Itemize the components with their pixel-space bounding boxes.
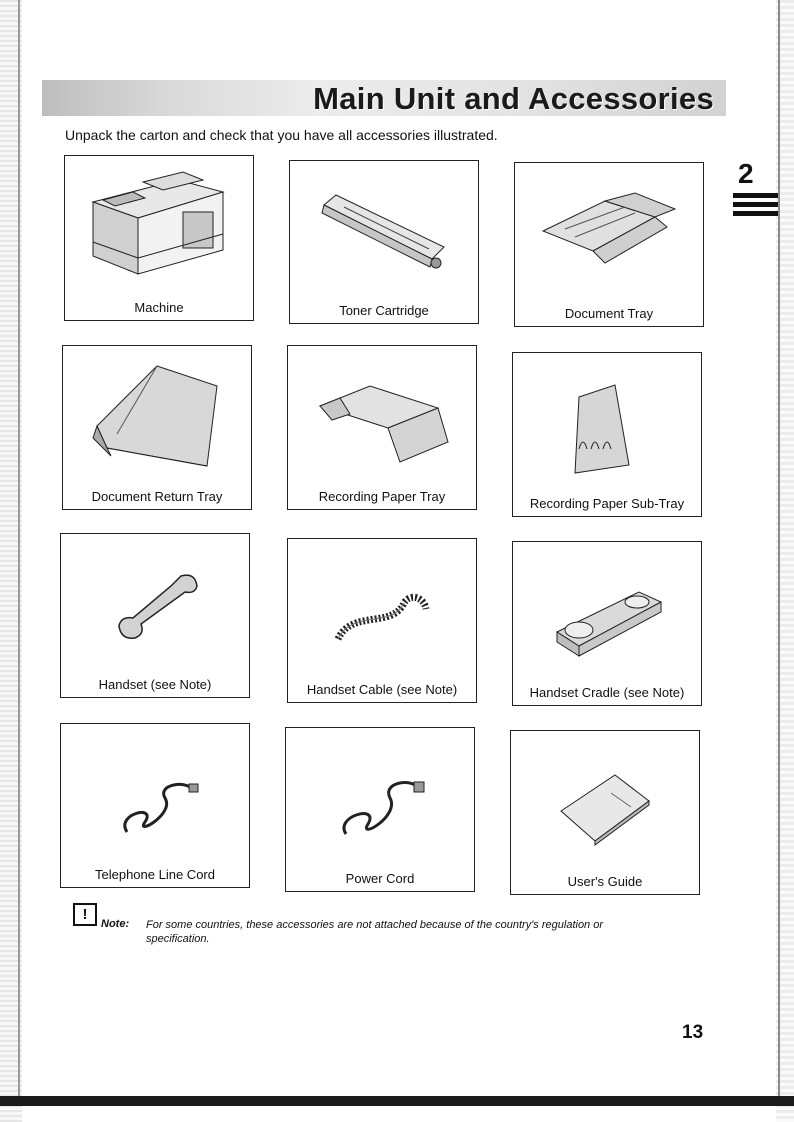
note-label: Note: [101, 918, 130, 930]
chapter-bar [733, 202, 778, 207]
item-label: Handset Cradle (see Note) [529, 685, 685, 700]
document-return-tray-icon [87, 356, 227, 476]
item-label: Recording Paper Tray [318, 489, 446, 504]
handset-cradle-icon [549, 582, 669, 662]
bottom-rule [0, 1096, 794, 1106]
item-label: Telephone Line Cord [95, 867, 215, 882]
item-recording-paper-sub-tray [512, 352, 702, 517]
power-cord-icon [338, 774, 428, 848]
item-label: Handset (see Note) [98, 677, 212, 692]
item-handset-cable [287, 538, 477, 703]
item-document-tray [514, 162, 704, 327]
item-recording-paper-tray [287, 345, 477, 510]
recording-paper-tray-icon [310, 366, 460, 466]
line-cord-icon [117, 774, 201, 844]
item-handset-cradle [512, 541, 702, 706]
note-text: For some countries, these accessories are not attached because of the country's regulation or specification. [146, 919, 604, 945]
item-label: Document Tray [564, 306, 654, 321]
item-label: Machine [134, 300, 184, 315]
manual-icon [555, 767, 655, 847]
item-users-guide [510, 730, 700, 895]
item-label: Handset Cable (see Note) [306, 682, 458, 697]
document-tray-icon [535, 179, 685, 279]
item-power-cord [285, 727, 475, 892]
item-toner-cartridge [289, 160, 479, 324]
handset-icon [111, 568, 201, 644]
chapter-bar [733, 193, 778, 198]
toner-cartridge-icon [314, 185, 454, 275]
coiled-cable-icon [332, 589, 432, 649]
intro-text: Unpack the carton and check that you have all accessories illustrated. [65, 127, 498, 143]
item-label: Document Return Tray [91, 489, 223, 504]
note-icon: ! [73, 903, 97, 926]
item-telephone-line-cord [60, 723, 250, 888]
page-title: Main Unit and Accessories [313, 81, 714, 116]
item-handset [60, 533, 250, 698]
item-machine [64, 155, 254, 321]
fax-machine-icon [83, 162, 233, 282]
item-label: Toner Cartridge [339, 303, 429, 318]
item-label: User's Guide [567, 874, 643, 889]
item-label: Recording Paper Sub-Tray [529, 496, 685, 511]
item-label: Power Cord [345, 871, 415, 886]
page-number: 13 [682, 1022, 704, 1043]
chapter-number: 2 [738, 158, 754, 189]
title-band [42, 80, 726, 116]
left-binding-rule [18, 0, 20, 1100]
recording-paper-sub-tray-icon [565, 377, 645, 477]
item-document-return-tray [62, 345, 252, 510]
chapter-bar [733, 211, 778, 216]
right-binding-rule [778, 0, 780, 1105]
